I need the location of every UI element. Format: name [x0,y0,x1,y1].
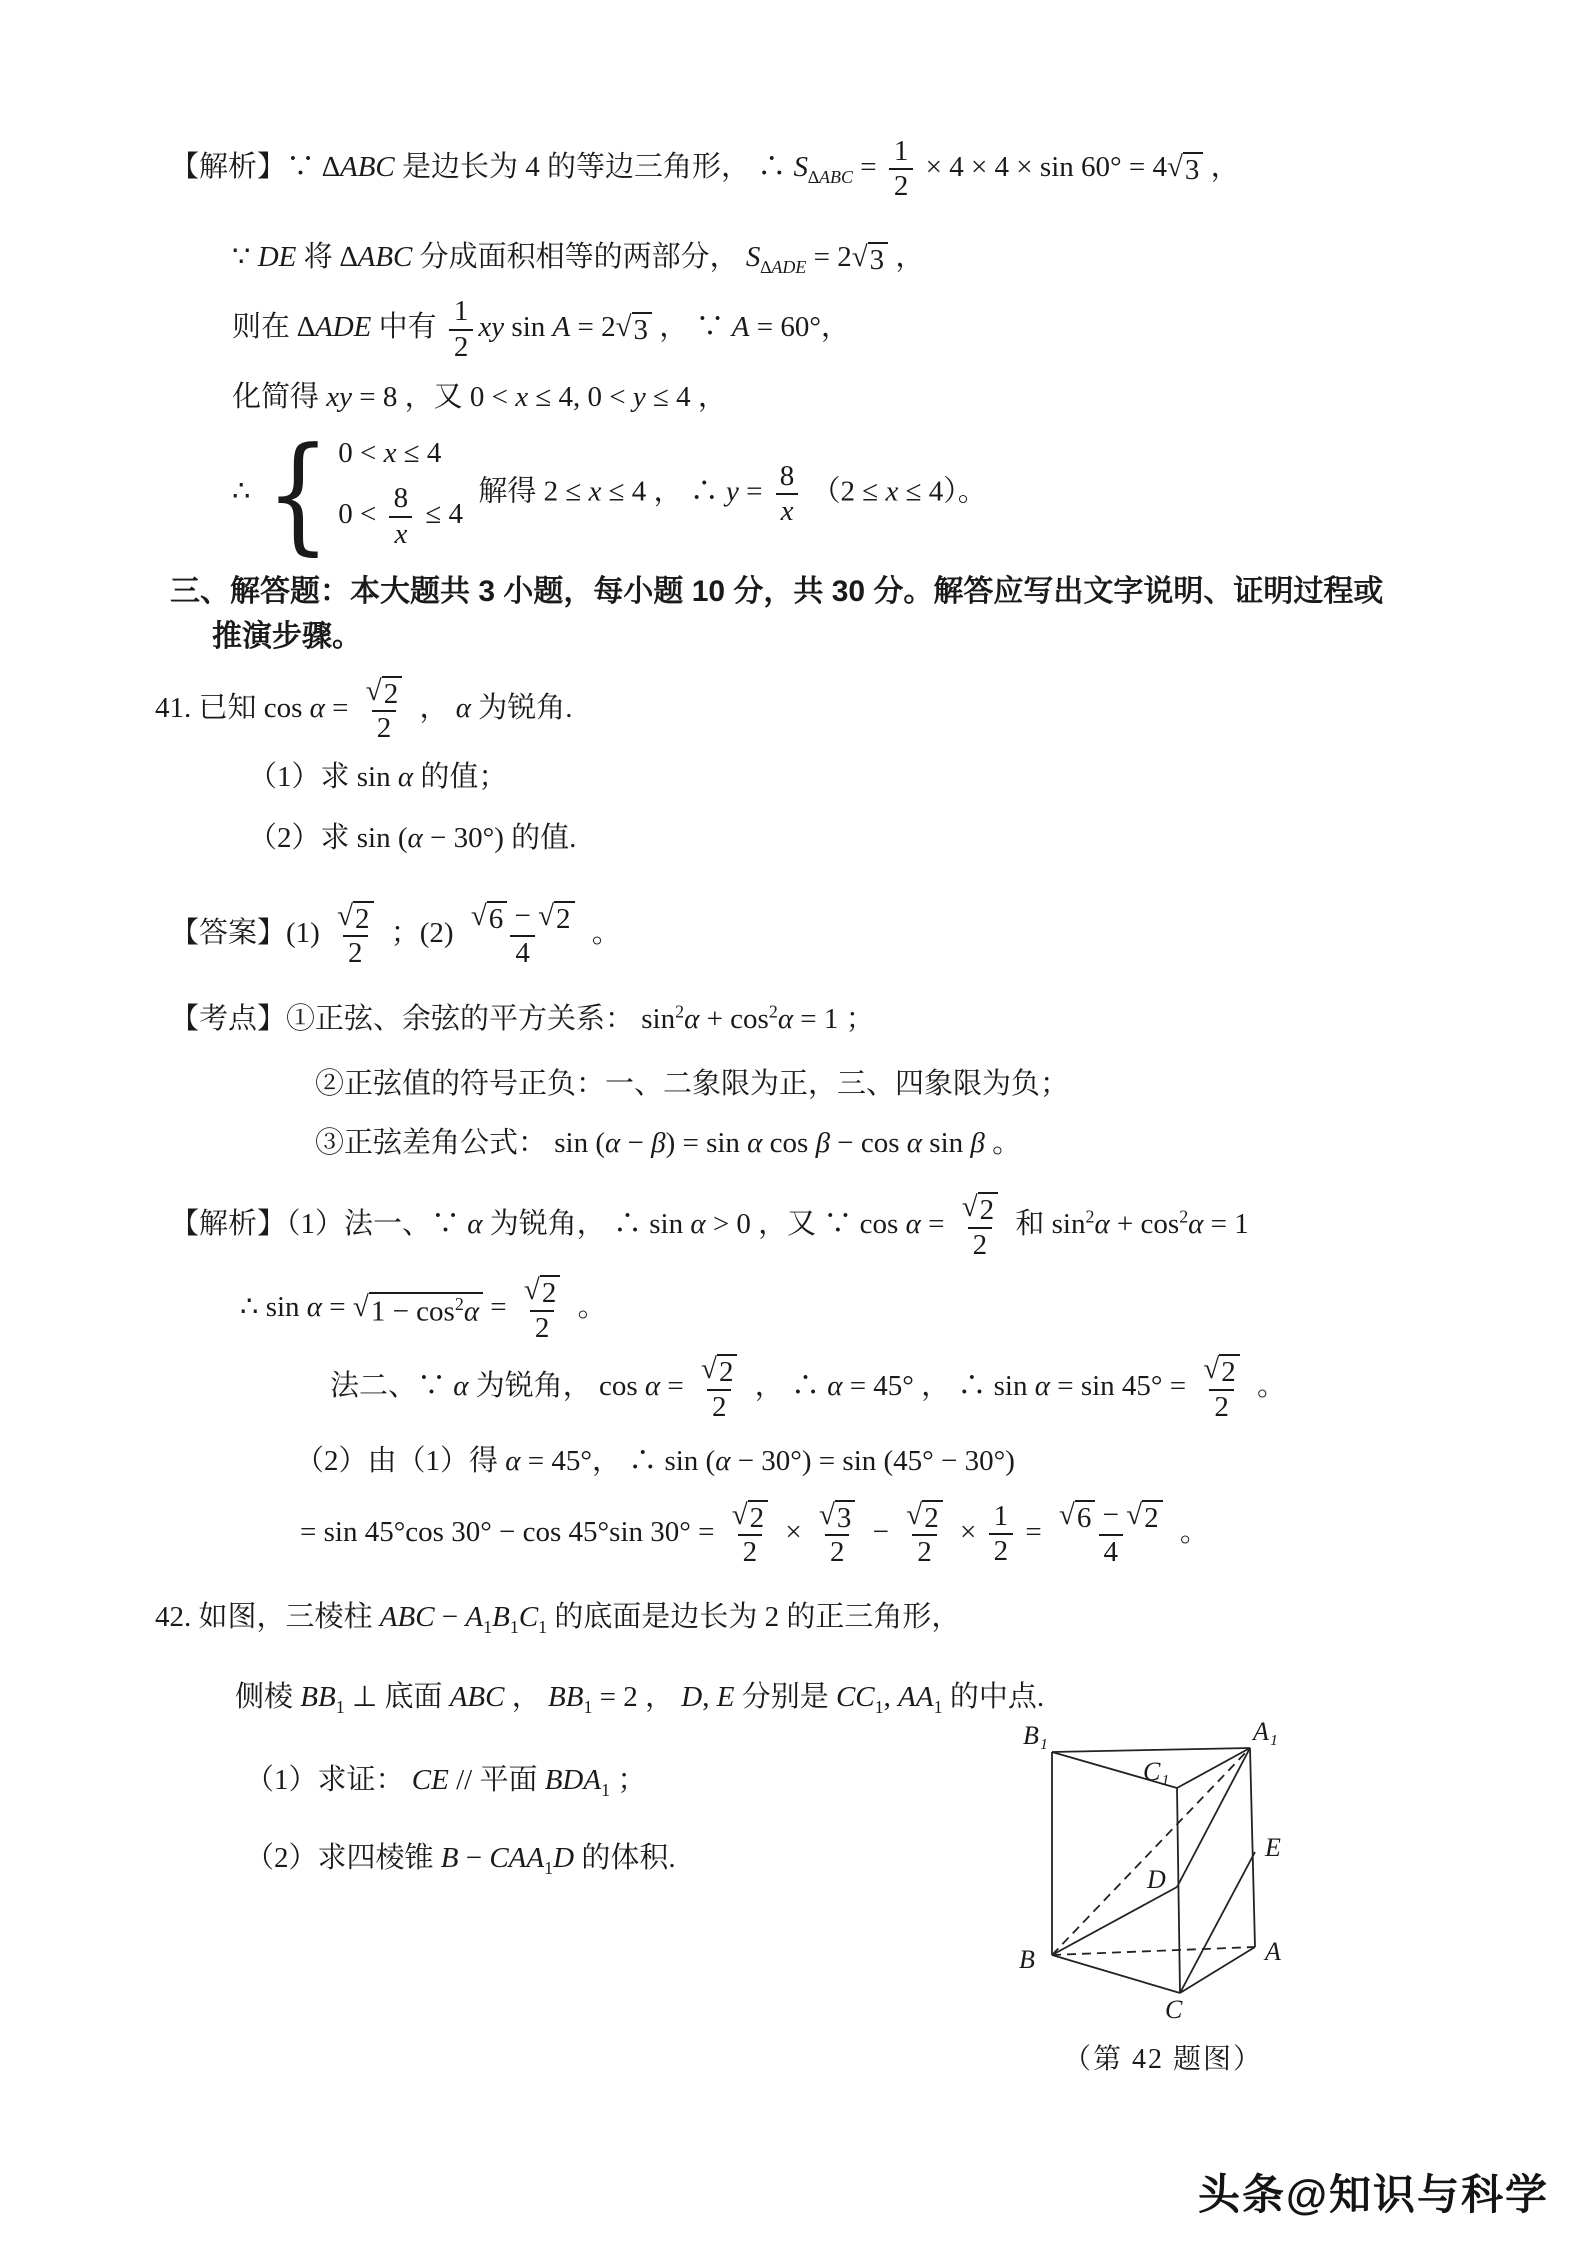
vertex-label-b1: B₁ [1023,1721,1048,1750]
solution40-analysis-line4: 化简得 xy = 8 ，又 0 < x ≤ 4, 0 < y ≤ 4 ， [232,381,727,414]
q42-part1: （1）求证： CE // 平面 $BDA_1$ ； [245,1764,647,1801]
q41-jiexi4: （2）由（1）得 α = 45°， ∴ sin (α − 30°) = sin (45° − 30°) [295,1444,1015,1477]
prism-svg [1015,1695,1345,2030]
section3-header-line2: 推演步骤。 [212,619,362,653]
vertex-label-c1: C₁ [1143,1757,1170,1786]
solution40-analysis-line3: 则在 ∆ADE 中有 $\frac{1}{2}$ xy sin A = 2 √ 3 ， ∵ A = 60°， [232,295,850,363]
q41-kaodian3: ③正弦差角公式： sin (α − β) = sin α cos β − cos α sin β 。 [315,1127,1022,1160]
vertex-label-a: A [1265,1937,1281,1966]
edge-b1-a1 [1052,1748,1250,1752]
q41-part1: （1）求 sin α 的值； [248,760,508,793]
watermark: 头条@知识与科学 [1198,2171,1549,2218]
vertex-label-b: B [1019,1945,1035,1974]
q41-kaodian2: ②正弦值的符号正负：一、二象限为正，三、四象限为负； [315,1068,1070,1101]
edge-b-a-dashed [1052,1947,1255,1955]
edge-c-e [1180,1852,1255,1993]
vertex-label-c: C [1165,1995,1183,2024]
q41-jiexi2: ∴ sin α = √ $1 - \cos^2\alpha$ = √ 2 2 。 [240,1274,607,1344]
q42-part2: （2）求四棱锥 $B - CAA_1D$ 的体积. [245,1842,676,1878]
vertex-label-a1: A₁ [1253,1717,1278,1746]
q41-stem: 41. 已知 cos α = √ 2 2 ， α 为锐角. [155,674,573,745]
edge-b-d [1052,1887,1177,1955]
vertex-label-e: E [1265,1833,1281,1862]
solution40-analysis-line5: ∴ { 0 < x ≤ 4 0 < $\frac{8}{x}$ ≤ 4 解得 2 ≤ x ≤ 4 ， ∴ y = $\frac{8}{x}$ （2 ≤ x ≤ 4）。 [232,420,987,568]
q41-kaodian1: 【考点】①正弦、余弦的平方关系： $\sin^2\alpha + \cos^2\alpha = 1$ ； [170,1001,875,1036]
edge-c1-c [1177,1788,1180,1993]
section3-header [170,569,1587,659]
solution40-analysis-line1: 【解析】∵ ∆ABC 是边长为 4 的等边三角形， ∴ $S_{\Delta ABC}$ = $\frac{1}{2}$ × 4 × 4 × sin 60° = 4 √ 3 ， [170,135,1240,203]
q41-jiexi1: 【解析】（1）法一、∵ α 为锐角， ∴ sin α > 0 ，又 ∵ cos α = √ 2 2 和 $\sin^2\alpha + \cos^2\alpha = 1$ [170,1191,1249,1261]
q42-stem: 42. 如图，三棱柱 ABC − $A_1B_1C_1$ 的底面是边长为 2 的正三角形， [155,1600,961,1637]
vertex-label-d: D [1147,1865,1166,1894]
q41-part2: （2）求 sin (α − 30°) 的值. [248,821,577,854]
prism-figure [1015,1695,1345,2095]
edge-a1-a [1250,1748,1255,1947]
q41-answer: 【答案】(1) √ 2 2 ；(2) √ 6 − √ 2 4 。 [170,899,621,970]
section3-header-line1: 三、解答题：本大题共 3 小题，每小题 10 分，共 30 分。解答应写出文字说明、证明过程或 [170,574,1384,608]
q41-jiexi5: = sin 45°cos 30° − cos 45°sin 30° = √ 2 2 × √ 3 2 − √ 2 2 × $\frac{1}{2}$ = √ 6 − √ 2 4 。 [300,1498,1209,1569]
q41-jiexi3: 法二、∵ α 为锐角， cos α = √ 2 2 ， ∴ α = 45° ， ∴ sin α = sin 45° = √ 2 2 。 [330,1353,1287,1423]
edge-b-c [1052,1955,1180,1993]
solution40-analysis-line2: ∵ DE 将 ∆ABC 分成面积相等的两部分， $S_{\Delta ADE} = 2$ √ 3 ， [232,240,925,277]
figure-caption: （第 42 题图） [1063,2044,1264,2075]
q42-cond: 侧棱 $BB_1$ ⊥ 底面 ABC ， $BB_1 = 2$ ， D, E 分别是 $CC_1$, $AA_1$ 的中点. [235,1680,1045,1717]
